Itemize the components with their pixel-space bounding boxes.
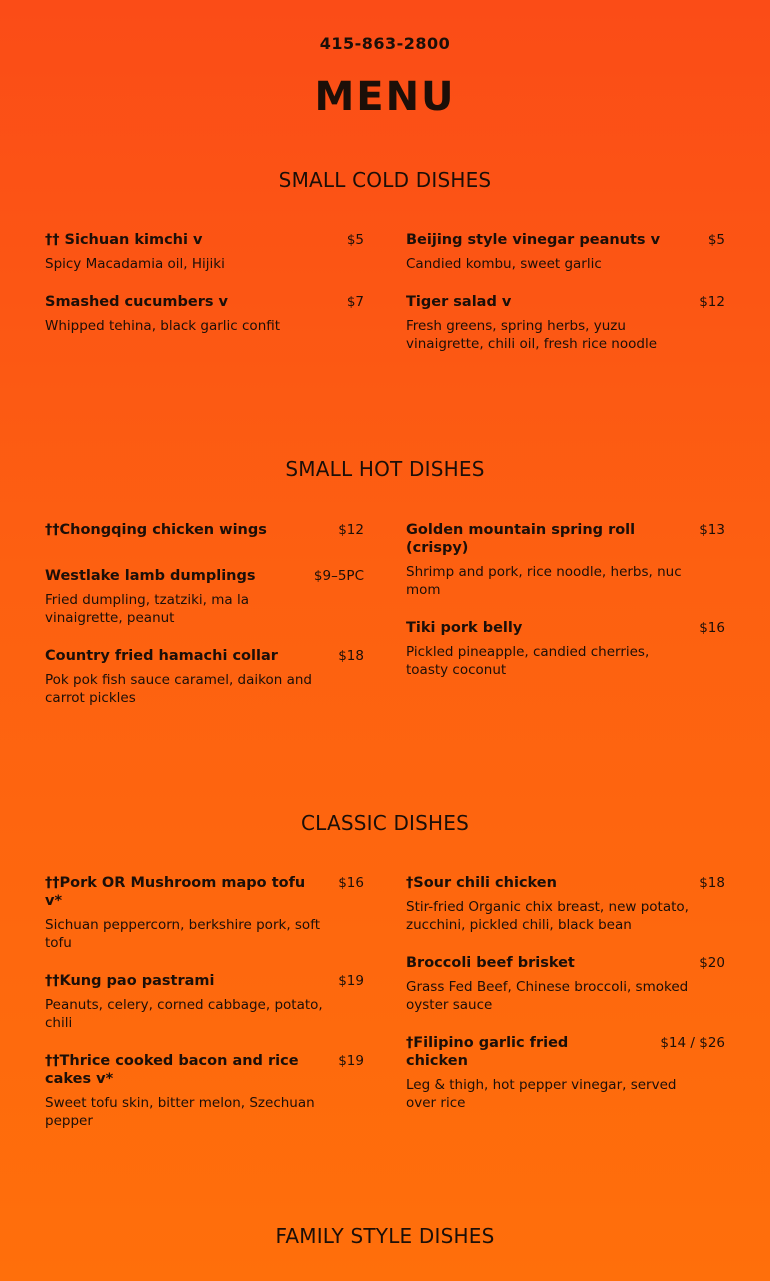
menu-item-name: Westlake lamb dumplings	[45, 568, 256, 584]
menu-item-description: Whipped tehina, black garlic confit	[45, 318, 281, 334]
menu-item-price: $12	[699, 294, 725, 310]
menu-item	[406, 1034, 725, 1112]
menu-item-name: ††Chongqing chicken wings	[45, 522, 267, 538]
section-title: FAMILY STYLE DISHES	[275, 1224, 495, 1248]
menu-item	[45, 874, 364, 952]
menu-item-price: $7	[346, 294, 364, 310]
menu-column-left	[45, 874, 364, 1150]
menu-item-description: Sichuan peppercorn, berkshire pork, soft tofu	[45, 917, 320, 951]
menu-item-price: $12	[338, 522, 364, 538]
menu-item-description: Candied kombu, sweet garlic	[406, 256, 602, 272]
section-family-style-dishes	[0, 1224, 770, 1248]
menu-item-name: †† Sichuan kimchi v	[45, 232, 203, 248]
menu-item-price: $19	[338, 1053, 364, 1069]
menu-item-price: $5	[707, 232, 725, 248]
menu-item-price: $18	[699, 875, 725, 891]
menu-item-name: Country fried hamachi collar	[45, 648, 278, 664]
menu-item-name: Beijing style vinegar peanuts v	[406, 232, 661, 248]
menu-item-name: Golden mountain spring roll (crispy)	[406, 522, 636, 556]
menu-column-left	[45, 231, 364, 355]
menu-item-price: $9–5PC	[313, 568, 364, 584]
menu-item-price: $14 / $26	[660, 1035, 725, 1051]
menu-item-description: Spicy Macadamia oil, Hijiki	[45, 256, 225, 272]
menu-column-right	[406, 521, 725, 699]
menu-item-price: $13	[699, 522, 725, 538]
menu-item	[406, 874, 725, 934]
menu-item	[406, 619, 725, 679]
section-classic-dishes	[0, 811, 770, 835]
menu-item	[406, 954, 725, 1014]
menu-item-name: †Sour chili chicken	[406, 875, 557, 891]
menu-item-price: $16	[338, 875, 364, 891]
menu-item	[45, 567, 364, 627]
menu-item	[45, 293, 364, 335]
menu-item-name: Tiger salad v	[406, 294, 512, 310]
menu-item-price: $18	[338, 648, 364, 664]
menu-item-description: Fried dumpling, tzatziki, ma la vinaigrette, peanut	[45, 592, 249, 626]
menu-column-right	[406, 231, 725, 373]
section-small-cold-dishes	[0, 168, 770, 192]
menu-item	[45, 1052, 364, 1130]
section-title: SMALL HOT DISHES	[285, 457, 485, 481]
menu-item	[45, 521, 364, 539]
menu-item-description: Pok pok fish sauce caramel, daikon and carrot pickles	[45, 672, 312, 706]
menu-column-left	[45, 521, 364, 727]
menu-item-name: Tiki pork belly	[406, 620, 523, 636]
menu-item-price: $19	[338, 973, 364, 989]
menu-item	[406, 521, 725, 599]
menu-item-name: ††Thrice cooked bacon and rice cakes v*	[45, 1053, 299, 1087]
menu-title: MENU	[314, 74, 456, 120]
menu-item-name: †Filipino garlic fried chicken	[406, 1035, 569, 1069]
menu-item	[406, 293, 725, 353]
menu-item	[406, 231, 725, 273]
phone-number[interactable]: 415-863-2800	[319, 34, 451, 53]
menu-column-right	[406, 874, 725, 1132]
menu-item-price: $5	[346, 232, 364, 248]
menu-item-price: $16	[699, 620, 725, 636]
section-small-hot-dishes	[0, 457, 770, 481]
menu-item-description: Peanuts, celery, corned cabbage, potato, chili	[45, 997, 323, 1031]
menu-item-description: Fresh greens, spring herbs, yuzu vinaigrette, chili oil, fresh rice noodle	[406, 318, 658, 352]
menu-item-description: Shrimp and pork, rice noodle, herbs, nuc mom	[406, 564, 682, 598]
menu-item-name: Broccoli beef brisket	[406, 955, 575, 971]
menu-item-description: Stir-fried Organic chix breast, new potato, zucchini, pickled chili, black bean	[406, 899, 689, 933]
section-title: CLASSIC DISHES	[300, 811, 470, 835]
menu-item	[45, 231, 364, 273]
menu-item-description: Leg & thigh, hot pepper vinegar, served over rice	[406, 1077, 677, 1111]
section-title: SMALL COLD DISHES	[278, 168, 492, 192]
menu-item-name: ††Kung pao pastrami	[45, 973, 215, 989]
menu-item	[45, 972, 364, 1032]
menu-item	[45, 647, 364, 707]
menu-item-description: Grass Fed Beef, Chinese broccoli, smoked oyster sauce	[406, 979, 689, 1013]
menu-item-description: Pickled pineapple, candied cherries, toasty coconut	[406, 644, 650, 678]
menu-item-name: ††Pork OR Mushroom mapo tofu v*	[45, 875, 306, 909]
menu-item-price: $20	[699, 955, 725, 971]
menu-item-description: Sweet tofu skin, bitter melon, Szechuan pepper	[45, 1095, 315, 1129]
menu-item-name: Smashed cucumbers v	[45, 294, 228, 310]
